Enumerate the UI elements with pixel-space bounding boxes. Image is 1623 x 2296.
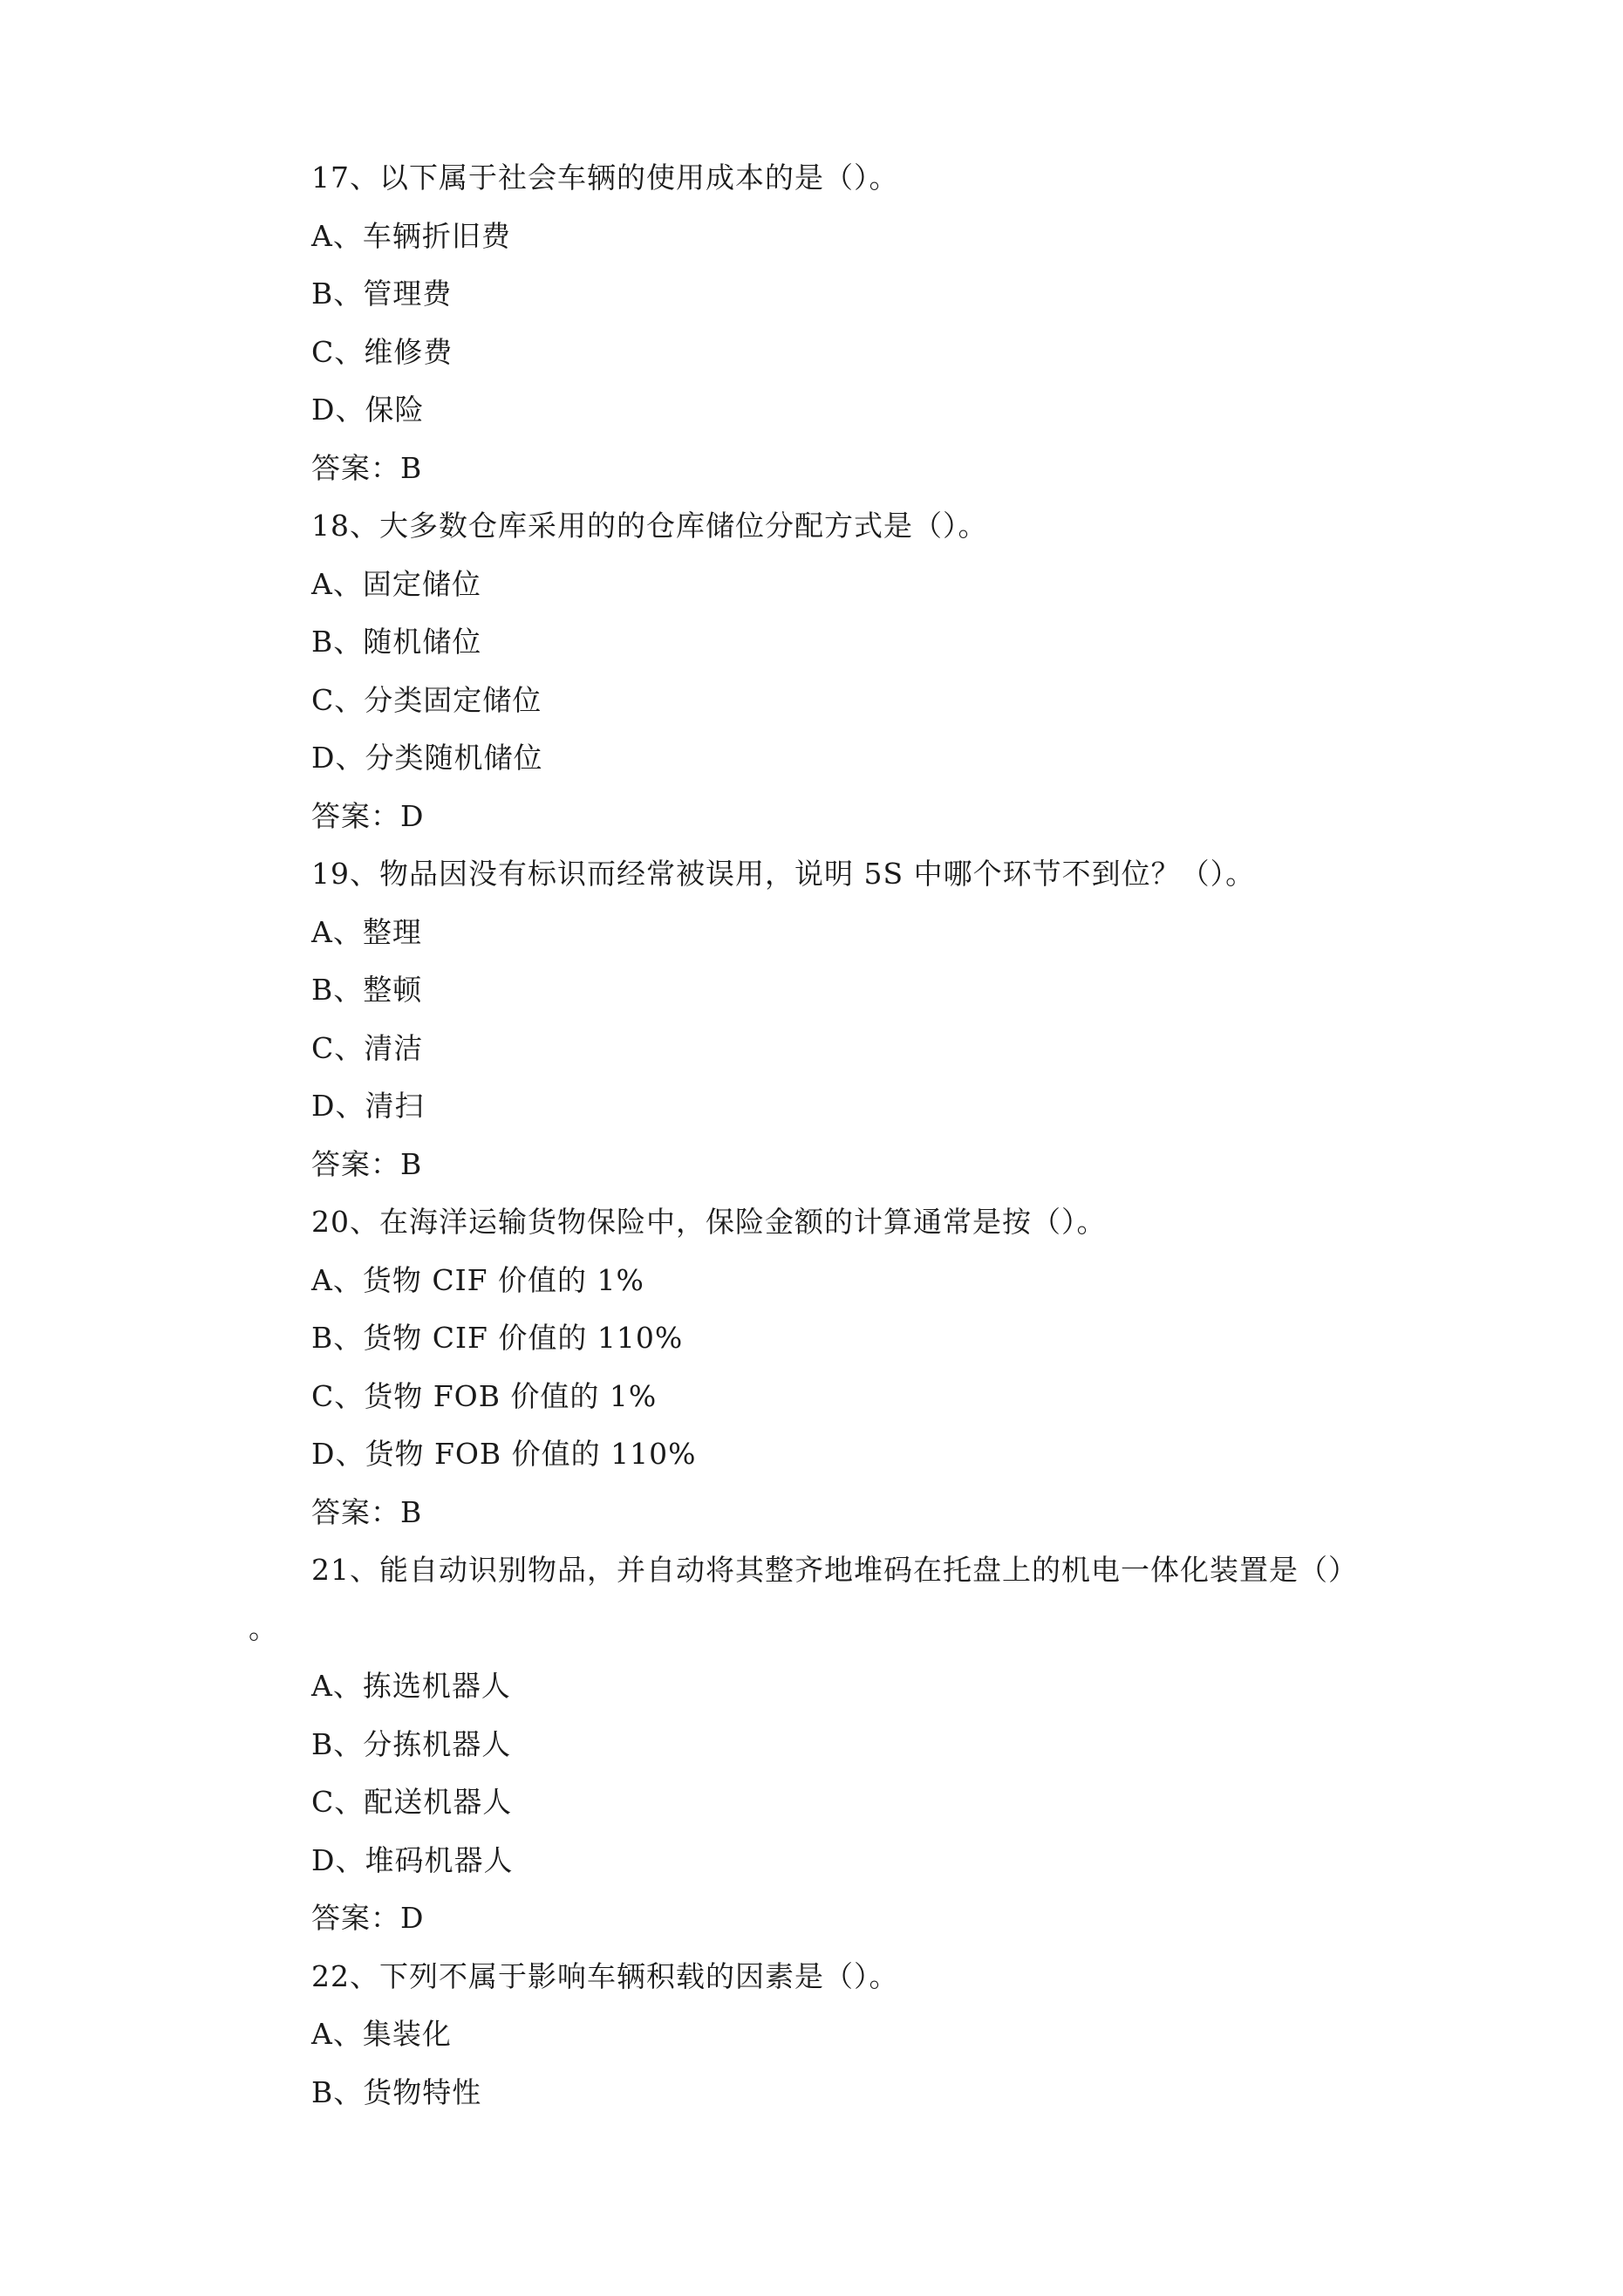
answer: 答案：B — [311, 1146, 423, 1181]
question-list — [249, 155, 1393, 2128]
option-b: B、货物 CIF 价值的 110% — [311, 1321, 684, 1355]
option-b: B、随机储位 — [311, 625, 482, 659]
option-a: A、车辆折旧费 — [311, 218, 511, 253]
question-22 — [311, 1954, 1393, 2129]
option-a: A、整理 — [311, 914, 422, 949]
question-stem: 21、能自动识别物品，并自动将其整齐地堆码在托盘上的机电一体化装置是（） — [311, 1553, 1358, 1587]
question-18 — [311, 503, 1393, 851]
question-21 — [249, 1548, 1393, 1954]
option-d: D、分类随机储位 — [311, 741, 543, 775]
question-stem: 20、在海洋运输货物保险中，保险金额的计算通常是按（）。 — [311, 1205, 1107, 1239]
option-b: B、分拣机器人 — [311, 1726, 512, 1761]
question-19 — [311, 851, 1393, 1199]
option-c: C、清洁 — [311, 1030, 424, 1065]
option-c: C、配送机器人 — [311, 1785, 513, 1819]
option-b: B、整顿 — [311, 973, 423, 1007]
answer: 答案：B — [311, 450, 423, 485]
option-c: C、货物 FOB 价值的 1% — [311, 1378, 658, 1413]
option-d: D、保险 — [311, 393, 425, 427]
option-a: A、集装化 — [311, 2017, 452, 2051]
question-stem: 19、物品因没有标识而经常被误用，说明 5S 中哪个环节不到位？（）。 — [311, 857, 1256, 891]
question-stem: 18、大多数仓库采用的的仓库储位分配方式是（）。 — [311, 509, 988, 543]
option-c: C、分类固定储位 — [311, 682, 542, 717]
option-d: D、清扫 — [311, 1089, 425, 1123]
option-c: C、维修费 — [311, 334, 453, 369]
question-20 — [311, 1199, 1393, 1548]
option-a: A、固定储位 — [311, 566, 481, 601]
option-d: D、堆码机器人 — [311, 1842, 514, 1877]
option-a: A、货物 CIF 价值的 1% — [311, 1262, 644, 1297]
option-d: D、货物 FOB 价值的 110% — [311, 1437, 697, 1471]
answer: 答案：B — [311, 1494, 423, 1529]
option-b: B、货物特性 — [311, 2074, 482, 2109]
answer: 答案：D — [311, 1901, 425, 1935]
question-stem: 17、以下属于社会车辆的使用成本的是（）。 — [311, 161, 899, 195]
answer: 答案：D — [311, 798, 425, 833]
question-17 — [311, 155, 1393, 503]
question-stem-continuation: 。 — [249, 1610, 278, 1645]
option-a: A、拣选机器人 — [311, 1669, 511, 1703]
question-stem: 22、下列不属于影响车辆积载的因素是（）。 — [311, 1958, 899, 1993]
option-b: B、管理费 — [311, 277, 453, 311]
